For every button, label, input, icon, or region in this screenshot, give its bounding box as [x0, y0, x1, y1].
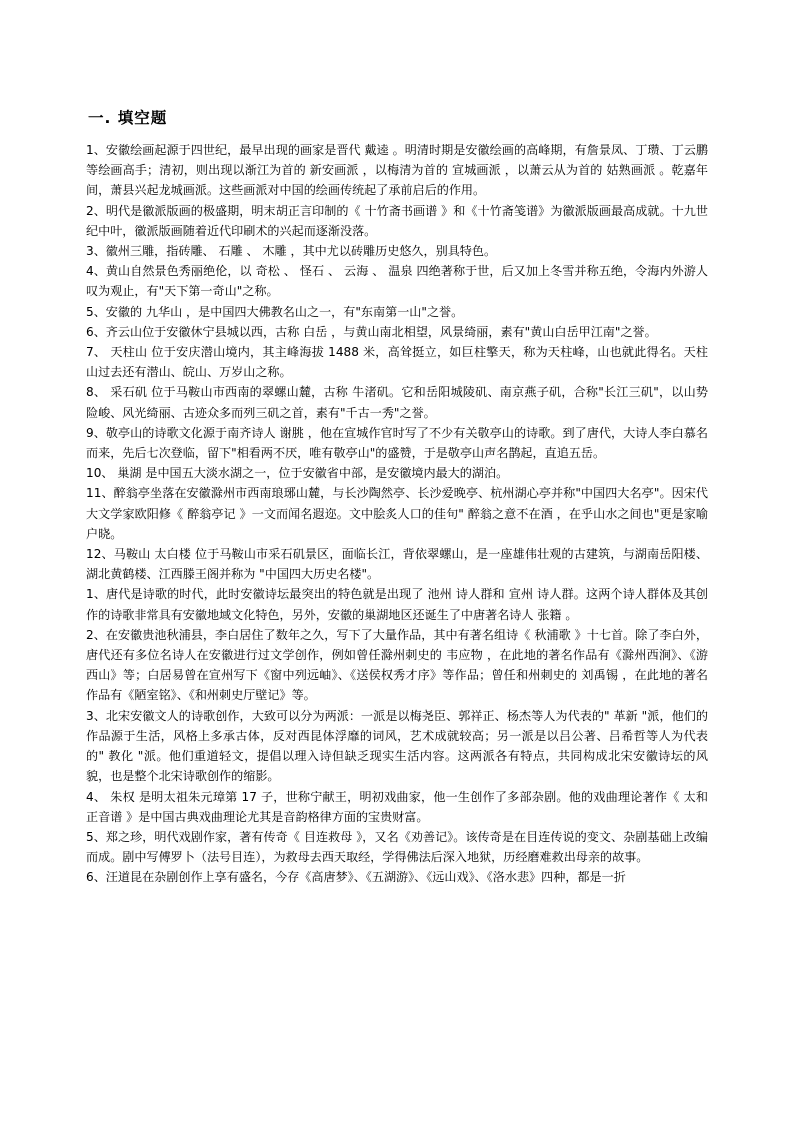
question-item: 4、 朱权 是明太祖朱元璋第 17 子，世称宁献王，明初戏曲家，他一生创作了多部杂剧。他的戏曲理论著作《 太和正音谱 》是中国古典戏曲理论尤其是音韵格律方面的宝贵财富。	[86, 789, 708, 824]
question-item: 5、安徽的 九华山 ，是中国四大佛教名山之一，有"东南第一山"之誉。	[86, 304, 464, 319]
question-item: 1、唐代是诗歌的时代，此时安徽诗坛最突出的特色就是出现了 池州 诗人群和 宣州 诗人群。这两个诗人群体及其创作的诗歌非常具有安徽地域文化特色，另外，安徽的巢湖地区还诞生了中唐著名诗人 张籍 。	[86, 587, 708, 622]
question-item: 6、齐云山位于安徽休宁县城以西，古称 白岳 ，与黄山南北相望，风景绮丽，素有"黄山白岳甲江南"之誉。	[86, 324, 657, 339]
question-item: 1、安徽绘画起源于四世纪，最早出现的画家是晋代 戴逵 。明清时期是安徽绘画的高峰期，有詹景凤、丁瓒、丁云鹏等绘画高手；清初，则出现以渐江为首的 新安画派 ，以梅清为首的 宣城画派 ，以萧云从为首的 姑熟画派 。乾嘉年间，萧县兴起龙城画派。这些画派对中国的绘画传统起了承前启后的作用。	[86, 143, 708, 198]
question-item: 7、 天柱山 位于安庆潜山境内，其主峰海拔 1488 米，高耸挺立，如巨柱擎天，称为天柱峰，山也就此得名。天柱山过去还有潜山、皖山、万岁山之称。	[86, 345, 708, 380]
question-item: 2、明代是徽派版画的极盛期，明末胡正言印制的《 十竹斋书画谱 》和《十竹斋笺谱》为徽派版画最高成就。十九世纪中叶，徽派版画随着近代印刷术的兴起而逐渐没落。	[86, 203, 708, 238]
question-item: 3、北宋安徽文人的诗歌创作，大致可以分为两派：一派是以梅尧臣、郭祥正、杨杰等人为代表的" 革新 "派，他们的作品源于生活，风格上多承古体，反对西昆体浮靡的词风，艺术成就较高；另一派是以吕公著、吕希哲等人为代表的" 教化 "派。他们重道轻文，提倡以理入诗但缺乏现实生活内容。这两派各有特点，共同构成北宋安徽诗坛的风貌，也是整个北宋诗歌创作的缩影。	[86, 708, 708, 784]
question-item: 3、徽州三雕，指砖雕、 石雕 、 木雕 ，其中尤以砖雕历史悠久，别具特色。	[86, 244, 497, 259]
question-item: 4、黄山自然景色秀丽绝伦，以 奇松 、 怪石 、 云海 、 温泉 四绝著称于世，后又加上冬雪并称五绝，令海内外游人叹为观止，有"天下第一奇山"之称。	[86, 264, 708, 299]
question-list	[86, 140, 708, 888]
question-item: 10、 巢湖 是中国五大淡水湖之一，位于安徽省中部，是安徽境内最大的湖泊。	[86, 466, 509, 481]
question-item: 9、敬亭山的诗歌文化源于南齐诗人 谢朓 ，他在宣城作官时写了不少有关敬亭山的诗歌。到了唐代，大诗人李白慕名而来，先后七次登临，留下"相看两不厌，唯有敬亭山"的盛赞，于是敬亭山声名鹊起，直追五岳。	[86, 425, 708, 461]
section-title: 一. 填空题	[88, 109, 168, 127]
question-item: 12、马鞍山 太白楼 位于马鞍山市采石矶景区，面临长江，背依翠螺山，是一座雄伟壮观的古建筑，与湖南岳阳楼、湖北黄鹤楼、江西滕王阁并称为 "中国四大历史名楼"。	[86, 547, 708, 582]
question-item: 2、在安徽贵池秋浦县，李白居住了数年之久，写下了大量作品，其中有著名组诗《 秋浦歌 》十七首。除了李白外，唐代还有多位名诗人在安徽进行过文学创作，例如曾任滁州刺史的 韦应物 ，在此地的著名作品有《滁州西涧》、《游西山》等；白居易曾在宣州写下《窗中列远岫》、《送侯权秀才序》等作品；曾任和州刺史的 刘禹锡 ，在此地的著名作品有《陋室铭》、《和州刺史厅壁记》等。	[86, 627, 708, 703]
question-item: 8、 采石矶 位于马鞍山市西南的翠螺山麓，古称 牛渚矶。它和岳阳城陵矶、南京燕子矶，合称"长江三矶"，以山势险峻、风光绮丽、古迹众多而列三矶之首，素有"千古一秀"之誉。	[86, 385, 708, 420]
question-item: 6、汪道昆在杂剧创作上享有盛名，今存《高唐梦》、《五湖游》、《远山戏》、《洛水悲》四种，都是一折	[86, 870, 626, 885]
question-item: 5、郑之珍，明代戏剧作家，著有传奇《 目连救母 》，又名《劝善记》。该传奇是在目连传说的变文、杂剧基础上改编而成。剧中写傅罗卜（法号目连），为救母去西天取经，学得佛法后深入地狱，历经磨难救出母亲的故事。	[86, 829, 708, 865]
question-item: 11、醉翁亭坐落在安徽滁州市西南琅琊山麓，与长沙陶然亭、长沙爱晚亭、杭州湖心亭并称"中国四大名亭"。因宋代大文学家欧阳修《 醉翁亭记 》一文而闻名遐迩。文中脍炙人口的佳句" 醉翁之意不在酒 ，在乎山水之间也"更是家喻户晓。	[86, 486, 708, 541]
